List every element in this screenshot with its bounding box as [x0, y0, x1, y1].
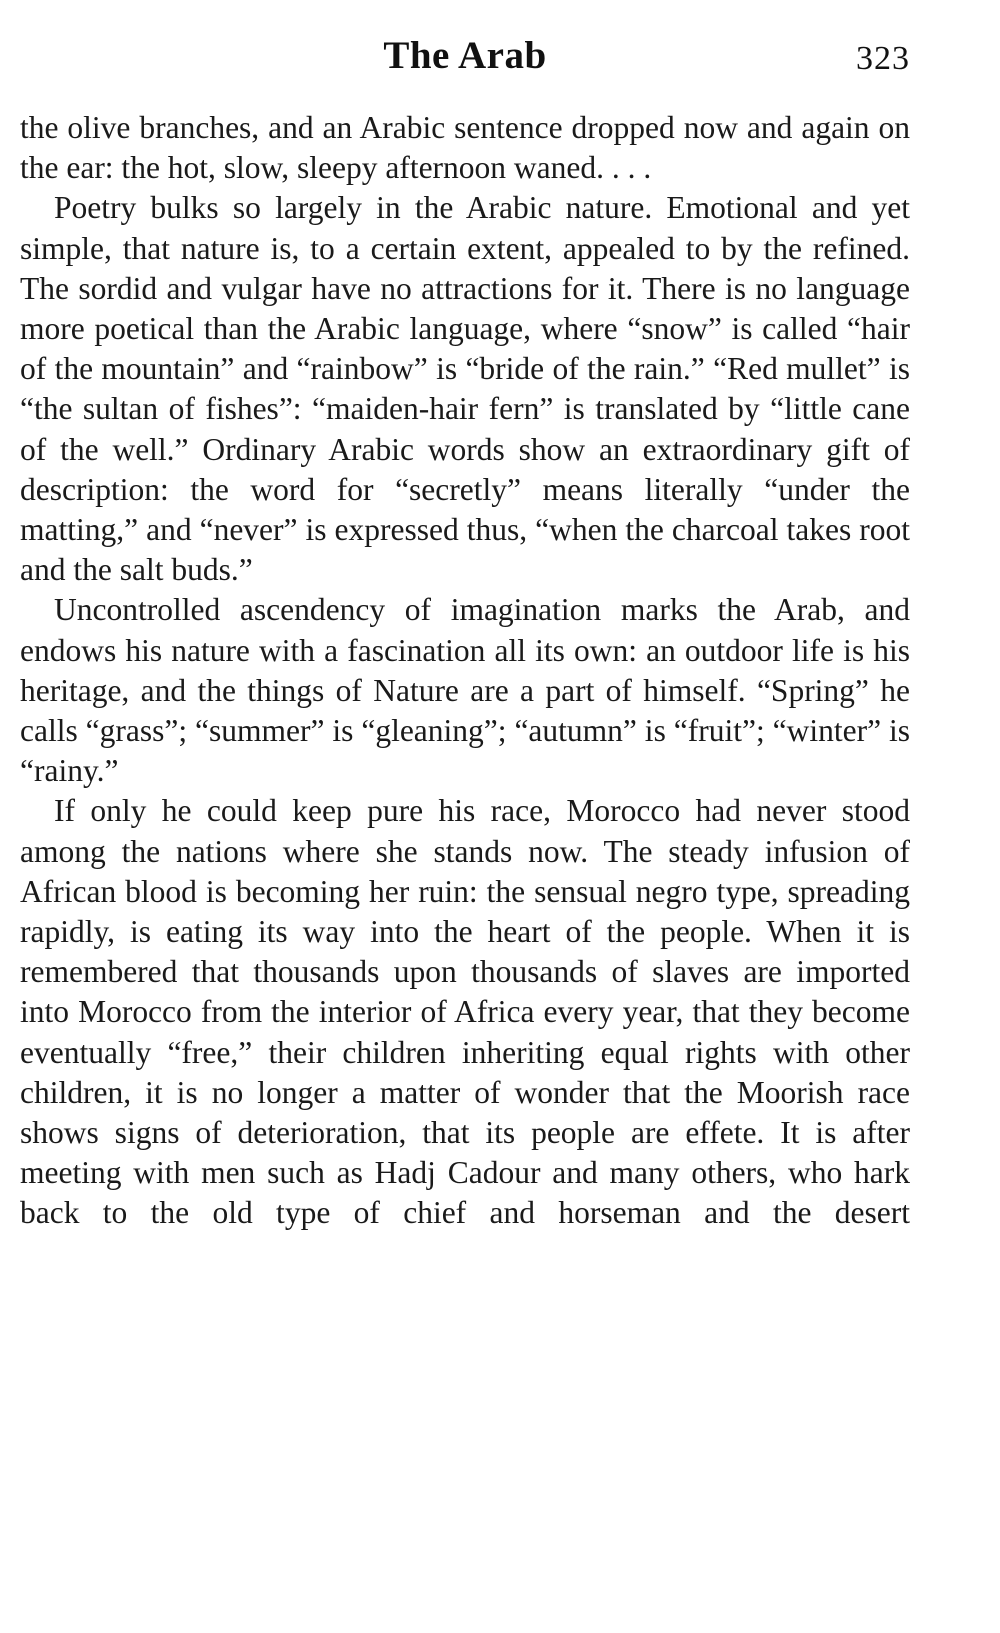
- page-number: 323: [856, 40, 910, 77]
- paragraph-imagination: Uncontrolled ascendency of imagination marks the Arab, and endows his nature with a fascination all its own: an outdoor life is his heritage, and the things of Nature are a part of himself. “Spring” he calls “grass”; “summer” is “gleaning”; “autumn” is “fruit”; “winter” is “rainy.”: [20, 592, 910, 789]
- paragraph-poetry: Poetry bulks so largely in the Arabic nature. Emotional and yet simple, that nature is, to a certain extent, appealed to by the refined. The sordid and vulgar have no attractions for it. There is no language more poetical than the Arabic language, where “snow” is called “hair of the mountain” and “rainbow” is “bride of the rain.” “Red mullet” is “the sultan of fishes”: “maiden-hair fern” is translated by “little cane of the well.” Ordinary Arabic words show an extraordinary gift of description: the word for “secretly” means literally “under the matting,” and “never” is expressed thus, “when the charcoal takes root and the salt buds.”: [20, 190, 910, 588]
- paragraph-race: If only he could keep pure his race, Morocco had never stood among the nations where she stands now. The steady infusion of African blood is becoming her ruin: the sensual negro type, spreading rapidly, is eating its way into the heart of the people. When it is remembered that thousands upon thousands of slaves are imported into Morocco from the interior of Africa every year, that they become eventually “free,” their children inheriting equal rights with other children, it is no longer a matter of wonder that the Moorish race shows signs of deterioration, that its people are effete. It is after meeting with men such as Hadj Cadour and many others, who hark back to the old type of chief and horseman and the desert: [20, 793, 910, 1231]
- body-text: [20, 108, 910, 1234]
- paragraph-continuation: the olive branches, and an Arabic sentence dropped now and again on the ear: the hot, slow, sleepy afternoon waned. . . .: [20, 110, 910, 186]
- page-header: [20, 28, 910, 88]
- running-title: The Arab: [383, 34, 547, 77]
